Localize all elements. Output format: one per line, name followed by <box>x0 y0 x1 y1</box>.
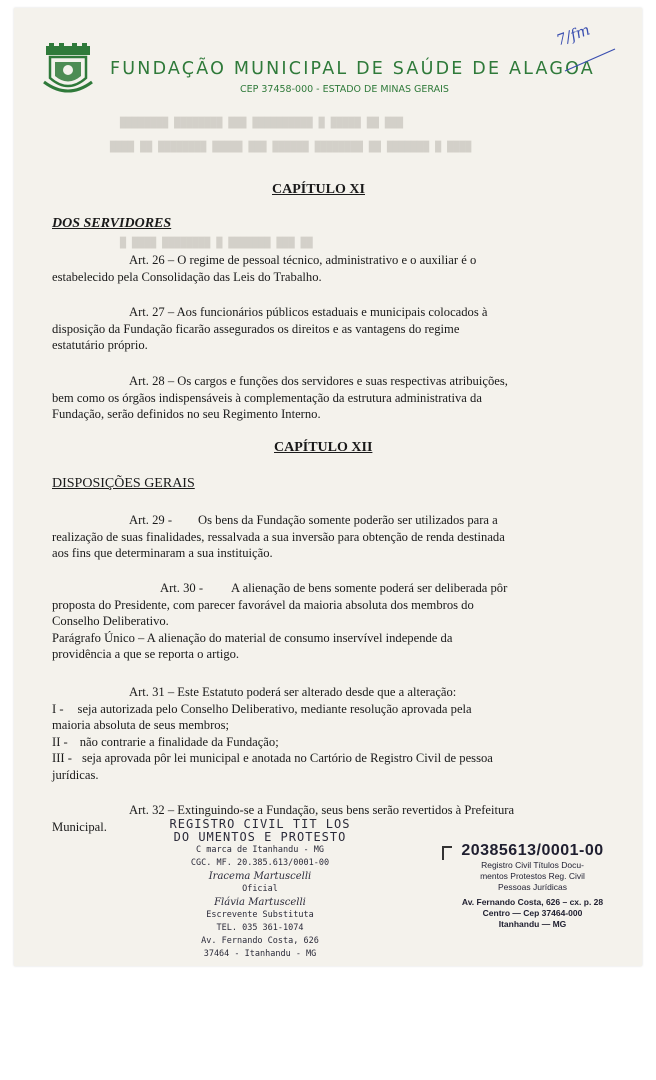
item-3-line-1: seja aprovada pôr lei municipal e anotada no Cartório de Registro Civil de pessoa <box>81 751 493 765</box>
bleed-through-text: ████ ██ ████████ █████ ███ ██████ ████████ ██ ███████ █ ████ <box>110 142 472 153</box>
stamp-right-line-3: Pessoas Jurídicas <box>498 882 567 892</box>
stamp-left-line-6: Oficial <box>242 884 278 894</box>
article-26 <box>52 252 601 285</box>
article-30-line-1: A alienação de bens somente poderá ser deliberada pôr <box>231 581 508 595</box>
section-disposicoes-gerais: DISPOSIÇÕES GERAIS <box>52 476 195 491</box>
article-29-number: Art. 29 - <box>129 513 173 527</box>
stamp-right-line-4: Av. Fernando Costa, 626 – cx. p. 28 <box>461 897 604 907</box>
article-27-line-2: disposição da Fundação ficarão assegurados os direitos e as vantagens do regime <box>52 321 460 336</box>
article-28-line-1: Art. 28 – Os cargos e funções dos servidores e suas respectivas atribuições, <box>129 374 508 388</box>
article-32-line-1: Art. 32 – Extinguindo-se a Fundação, seus bens serão revertidos à Prefeitura <box>129 803 515 817</box>
handwritten-initials: 7/fm <box>553 20 593 50</box>
stamp-left-line-2: DO UMENTOS E PROTESTO <box>173 830 347 844</box>
article-30-line-3: Conselho Deliberativo. <box>52 614 169 628</box>
section-dos-servidores: DOS SERVIDORES <box>52 216 172 231</box>
stamp-left-line-9: TEL. 035 361-1074 <box>216 923 304 933</box>
chapter-12-title: CAPÍTULO XII <box>274 440 373 455</box>
article-28 <box>52 373 601 423</box>
article-29 <box>52 512 601 562</box>
stamp-right-line-5: Centro — Cep 37464-000 <box>482 908 583 918</box>
stamp-left-line-1: REGISTRO CIVIL TIT LOS <box>169 817 351 831</box>
item-3-line-2: jurídicas. <box>52 767 99 782</box>
article-29-line-3: aos fins que determinaram a sua instituição. <box>52 546 273 560</box>
stamp-right-line-1: Registro Civil Títulos Docu- <box>481 860 584 870</box>
article-27-line-1: Art. 27 – Aos funcionários públicos estaduais e municipais colocados à <box>129 305 488 319</box>
stamp-right-line-2: mentos Protestos Reg. Civil <box>480 871 585 881</box>
article-28-line-3: Fundação, serão definidos no seu Regimento Interno. <box>52 407 321 421</box>
article-29-line-1: Os bens da Fundação somente poderão ser utilizados para a <box>198 513 498 527</box>
article-28-line-2: bem como os órgãos indispensáveis à complementação da estrutura administrativa da <box>52 390 482 405</box>
cnpj-number: 20385613/0001-00 <box>461 842 604 859</box>
article-30-number: Art. 30 - <box>160 581 204 595</box>
stamp-left-line-11: 37464 - Itanhandu - MG <box>203 949 317 959</box>
stamp-left-line-10: Av. Fernando Costa, 626 <box>201 936 319 946</box>
article-29-line-2: realização de suas finalidades, ressalvada a sua inversão para obtenção de renda destinada <box>52 529 505 544</box>
item-3-label: III - <box>52 751 72 765</box>
item-2-line-1: não contrarie a finalidade da Fundação; <box>79 734 279 749</box>
paragrafo-unico-line-2: providência a que se reporta o artigo. <box>52 647 240 661</box>
article-26-line-2: estabelecido pela Consolidação das Leis do Trabalho. <box>52 269 322 284</box>
stamp-left-line-3: C marca de Itanhandu - MG <box>196 845 324 855</box>
stamp-right-line-6: Itanhandu — MG <box>498 919 567 929</box>
registry-stamp-left <box>140 818 380 961</box>
registry-stamp-right <box>440 842 625 930</box>
stamp-left-line-4: CGC. MF. 20.385.613/0001-00 <box>190 858 330 868</box>
stamp-left-signature-2: Flávia Martuscelli <box>214 897 306 908</box>
article-30-line-2: proposta do Presidente, com parecer favorável da maioria absoluta dos membros do <box>52 597 474 612</box>
article-32-line-2: Municipal. <box>52 819 107 834</box>
article-26-line-1: Art. 26 – O regime de pessoal técnico, administrativo e o auxiliar é o <box>129 253 477 267</box>
chapter-11-title: CAPÍTULO XI <box>272 182 365 197</box>
article-27-line-3: estatutário próprio. <box>52 338 148 352</box>
stamp-left-line-8: Escrevente Substituta <box>206 910 314 920</box>
article-31-line-1: Art. 31 – Este Estatuto poderá ser alterado desde que a alteração: <box>129 685 457 699</box>
item-1-line-2: maioria absoluta de seus membros; <box>52 718 229 732</box>
item-2-label: II - <box>52 734 68 749</box>
foundation-logo-icon <box>40 42 96 98</box>
pen-stroke-icon <box>560 46 620 76</box>
stamp-left-signature-1: Iracema Martuscelli <box>208 871 312 882</box>
article-27 <box>52 304 601 354</box>
bleed-through-text: ████████ ████████ ███ ██████████ █ █████ ██ ███ <box>120 118 403 129</box>
article-31 <box>52 684 601 783</box>
article-30 <box>52 580 601 663</box>
item-1-label: I - <box>52 701 64 716</box>
organization-address: CEP 37458-000 - ESTADO DE MINAS GERAIS <box>240 84 449 95</box>
organization-name: FUNDAÇÃO MUNICIPAL DE SAÚDE DE ALAGOA <box>110 59 595 79</box>
paragrafo-unico-line-1: Parágrafo Único – A alienação do material de consumo inservível independe da <box>52 630 453 645</box>
item-1-line-1: seja autorizada pelo Conselho Deliberativo, mediante resolução aprovada pela <box>77 701 472 716</box>
bleed-through-text: █ ████ ████████ █ ███████ ███ ██ <box>120 238 313 249</box>
